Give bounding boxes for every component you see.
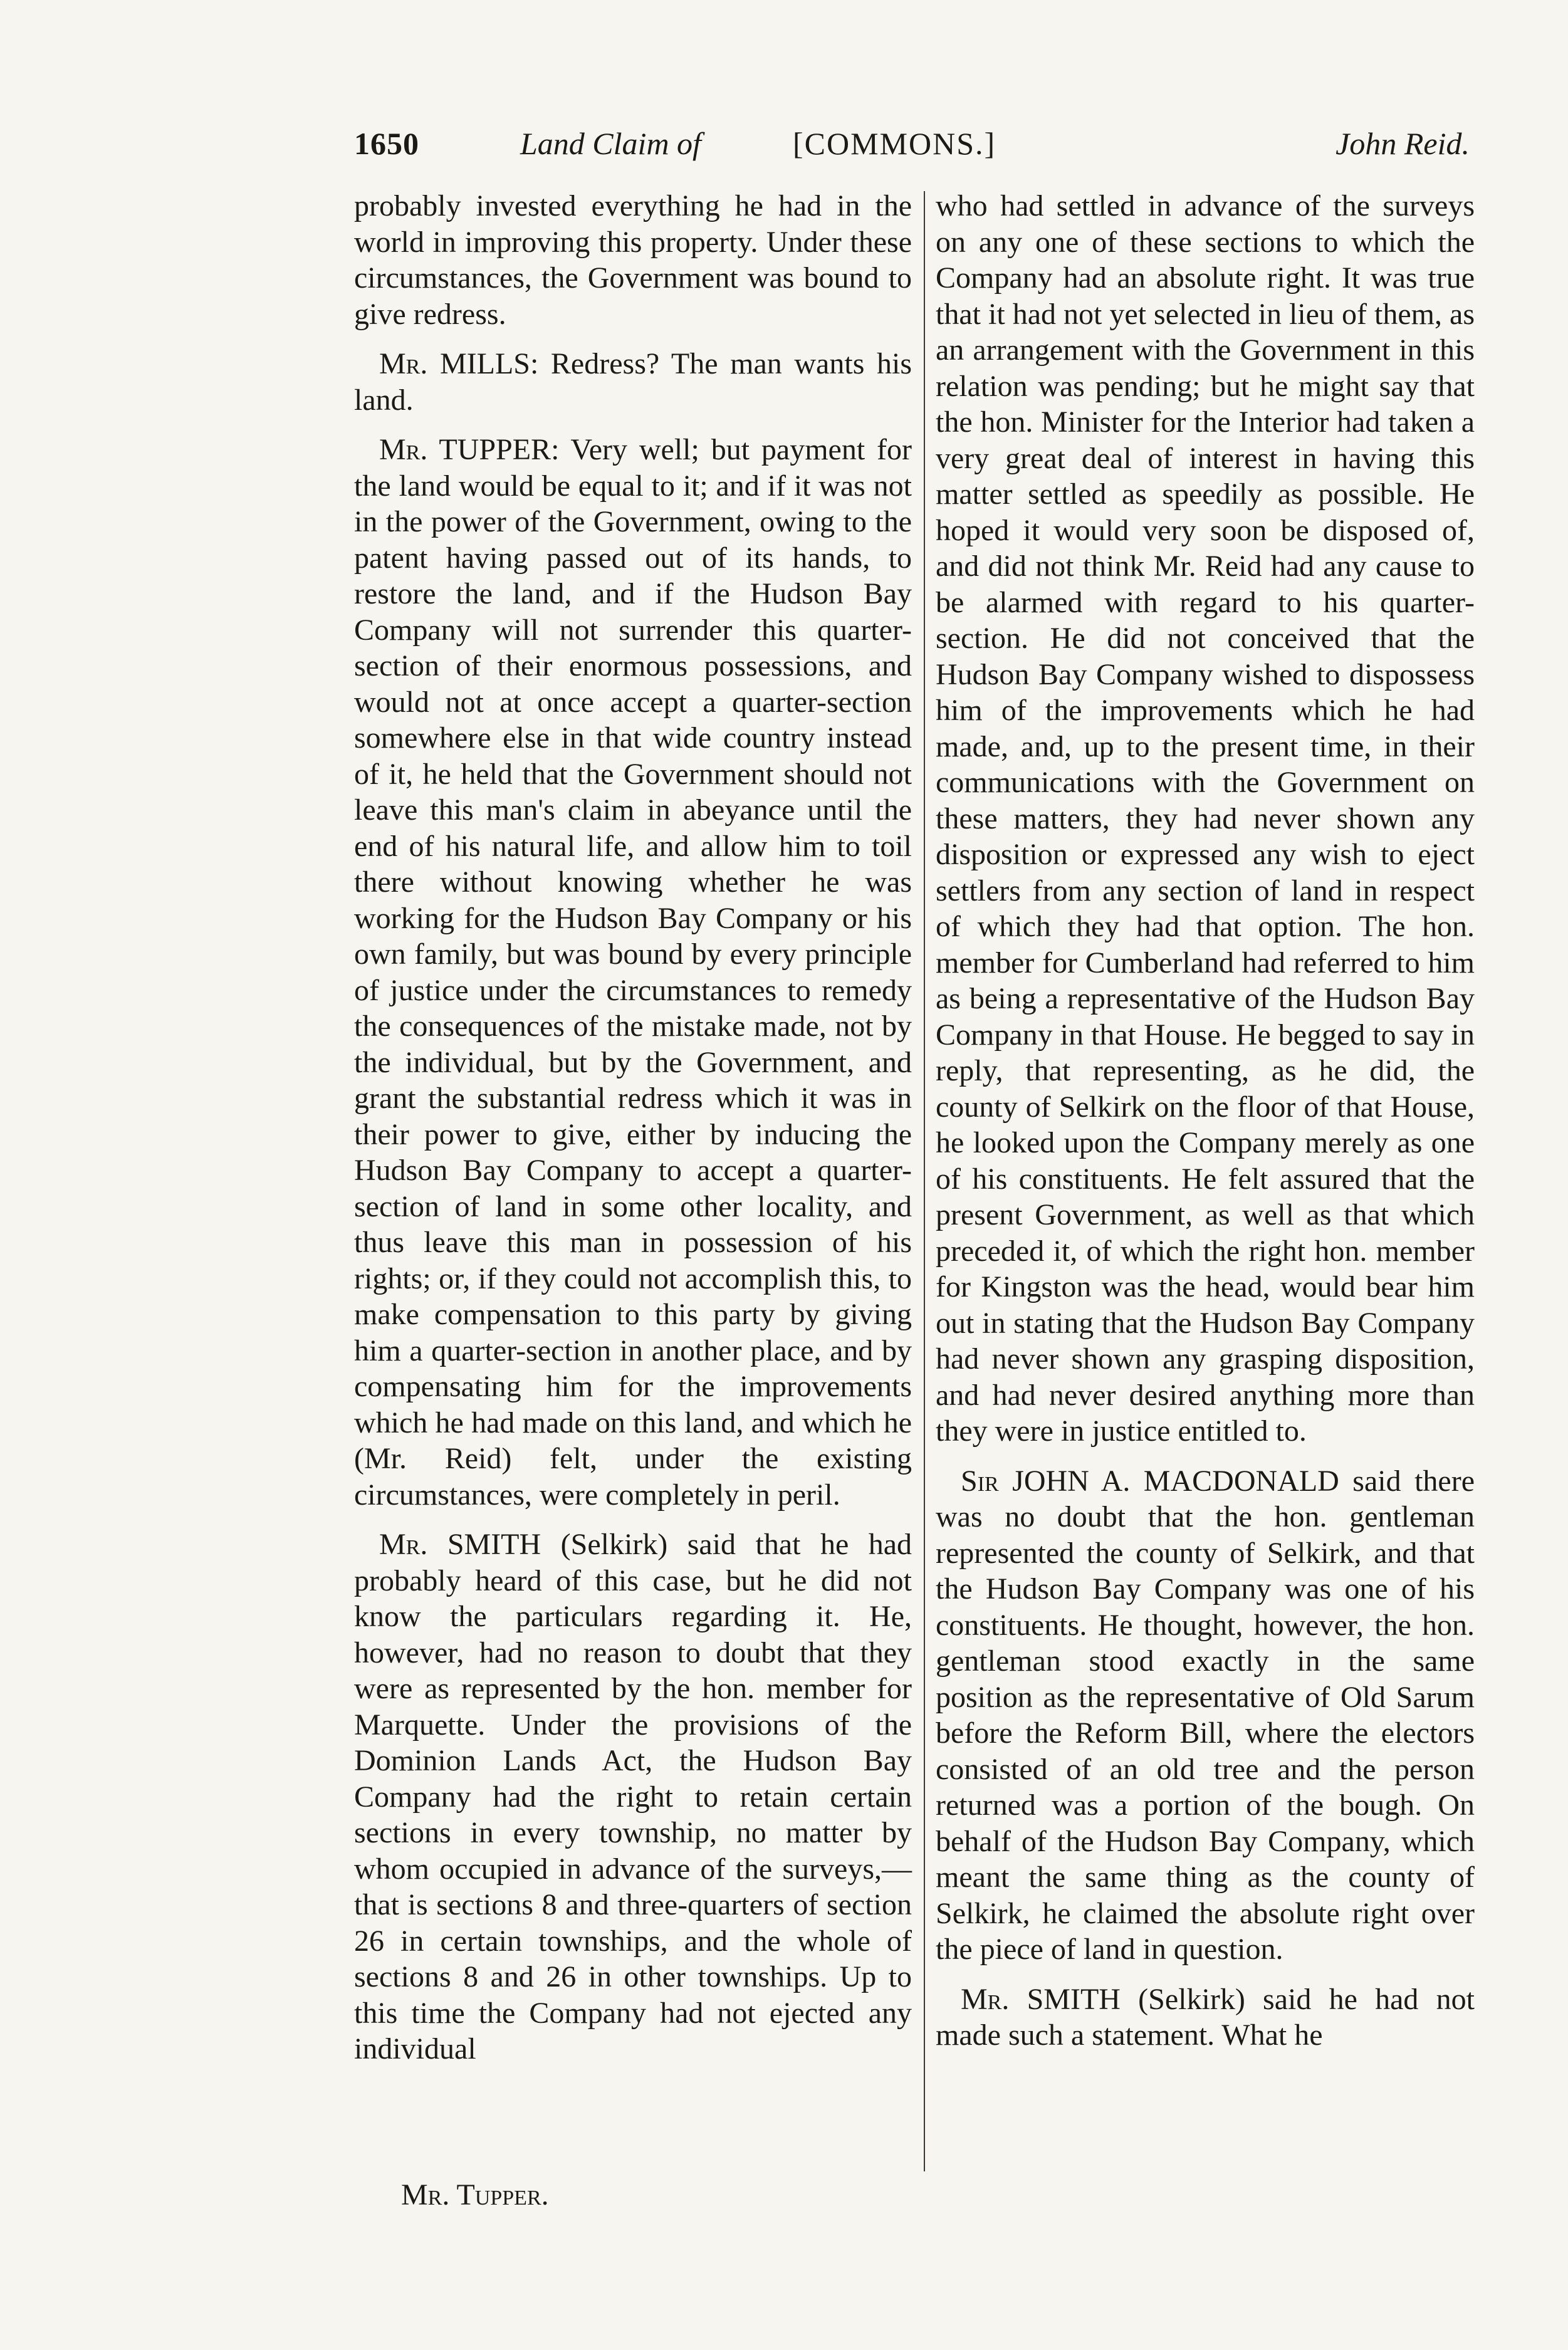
column-divider [924,191,925,2171]
paragraph [354,1527,912,2067]
paragraph [354,432,912,1513]
center-running-title: [COMMONS.] [793,126,996,161]
page-number: 1650 [354,126,419,161]
speaker-name: Mr. SMITH [961,1982,1121,2016]
speaker-name: Mr. SMITH [379,1528,541,1561]
speaker-name: Sir JOHN A. MACDONALD [961,1464,1339,1498]
left-running-title: Land Claim of [520,126,701,161]
paragraph [354,346,912,418]
speech-text: (Selkirk) said that he had probably heard of this case, but he did not know the particulars regarding it. He, however, had no reason to doubt that they were as represented by the hon. member for Marquette. Under the provisions of the Dominion Lands Act, the Hudson Bay Company had the right to retain certain sections in every township, no matter by whom occupied in advance of the surveys,—that is sections 8 and three-quarters of section 26 in certain townships, and the whole of sections 8 and 26 in other townships. Up to this time the Company had not ejected any individual [354,1528,912,2065]
speech-text: said there was no doubt that the hon. gentleman represented the county of Selkirk, and that the Hudson Bay Company was one of his constituents. He thought, however, the hon. gentleman stood exactly in the same position as the representative of Old Sarum before the Reform Bill, where the electors consisted of an old tree and the person returned was a portion of the bough. On behalf of the Hudson Bay Company, which meant the same thing as the county of Selkirk, he claimed the absolute right over the piece of land in question. [936,1464,1475,1966]
catchword: Mr. Tupper. [401,2178,549,2212]
speaker-name: Mr. TUPPER [379,433,551,466]
speech-text: : Redress? The man wants his land. [354,347,912,417]
left-column [354,188,912,2067]
running-head [354,119,1470,175]
speaker-name: Mr. MILLS [379,347,530,380]
right-column [936,188,1475,2054]
speech-text: : Very well; but payment for the land would be equal to it; and if it was not in the power of the Government, owing to the patent having passed out of its hands, to restore the land, and if the Hudson Bay Company will not surrender this quarter-section of their enormous possessions, and would not at once accept a quarter-section somewhere else in that wide country instead of it, he held that the Government should not leave this man's claim in abeyance until the end of his natural life, and allow him to toil there without knowing whether he was working for the Hudson Bay Company or his own family, but was bound by every principle of justice under the circumstances to remedy the consequences of the mistake made, not by the individual, but by the Government, and grant the substantial redress which it was in their power to give, either by inducing the Hudson Bay Company to accept a quarter-section of land in some other locality, and thus leave this man in possession of his rights; or, if they could not accomplish this, to make compensation to this party by giving him a quarter-section in another place, and by compensating him for the improvements which he had made on this land, and which he (Mr. Reid) felt, under the existing circumstances, were completely in peril. [354,433,912,1512]
paragraph [936,1463,1475,1968]
paragraph: who had settled in advance of the surveys on any one of these sections to which the Company had an absolute right. It was true that it had not yet selected in lieu of them, as an arrangement with the Government in this relation was pending; but he might say that the hon. Minister for the Interior had taken a very great deal of interest in having this matter settled as speedily as possible. He hoped it would very soon be disposed of, and did not think Mr. Reid had any cause to be alarmed with regard to his quarter-section. He did not conceived that the Hudson Bay Company wished to dispossess him of the improvements which he had made, and, up to the present time, in their communications with the Government on these matters, they had never shown any disposition or expressed any wish to eject settlers from any section of land in respect of which they had that option. The hon. member for Cumberland had referred to him as being a representative of the Hudson Bay Company in that House. He begged to say in reply, that representing, as he did, the county of Selkirk on the floor of that House, he looked upon the Company merely as one of his constituents. He felt assured that the present Government, as well as that which preceded it, of which the right hon. member for Kingston was the head, would bear him out in stating that the Hudson Bay Company had never shown any grasping disposition, and had never desired anything more than they were in justice entitled to. [936,189,1475,1448]
right-running-title: John Reid. [1335,126,1470,161]
paragraph: probably invested everything he had in the world in improving this property. Under these circumstances, the Government was bound to give redress. [354,189,912,331]
speech-text: (Selkirk) said he had not made such a statement. What he [936,1982,1475,2052]
paragraph [936,1982,1475,2054]
